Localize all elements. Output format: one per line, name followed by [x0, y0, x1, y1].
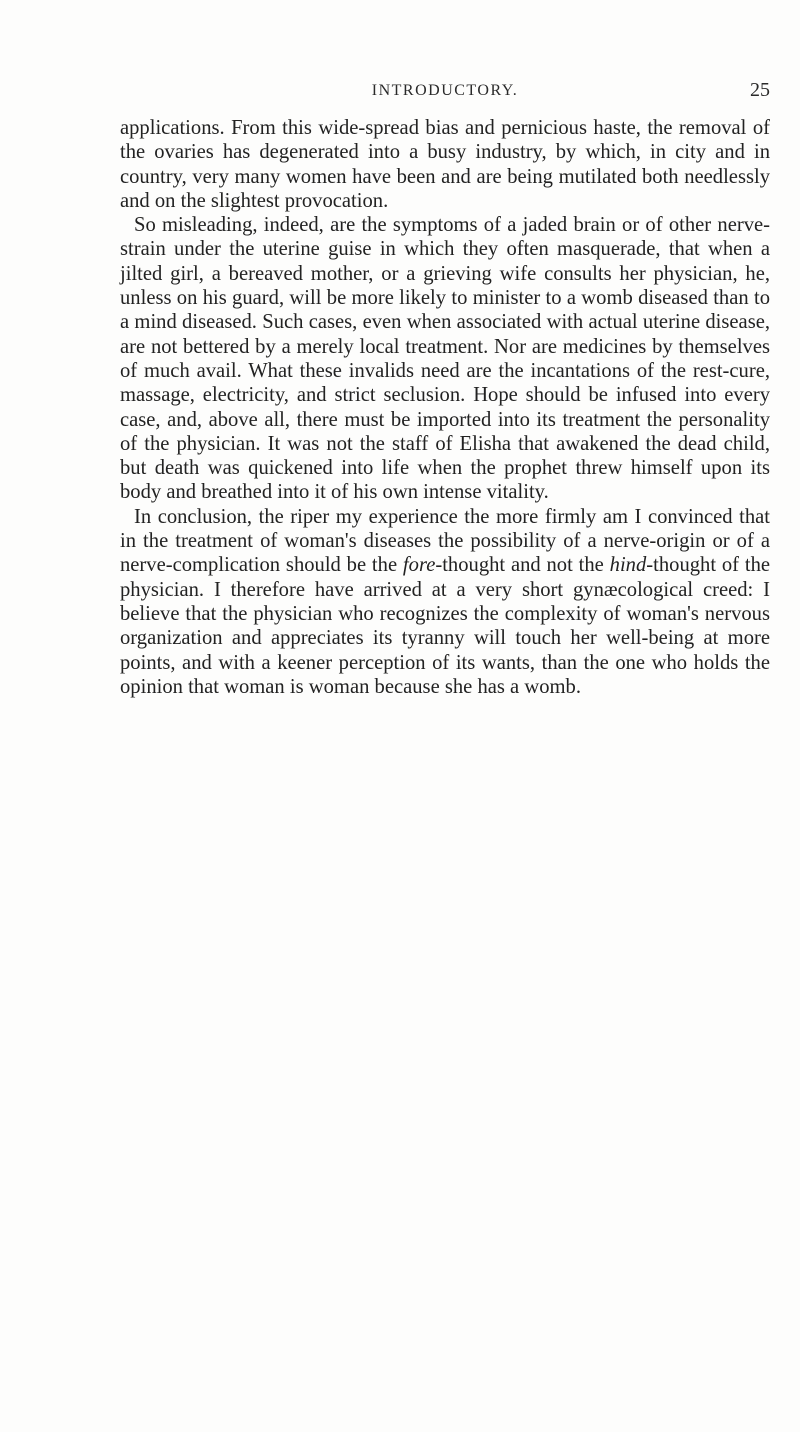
paragraph-1: applications. From this wide-spread bias and pernicious haste, the removal of the ovaries has degenerated into a busy industry, by which, in city and in country, very many women have been and are being mutilated both needlessly and on the slightest provocation. — [120, 117, 770, 212]
page-number: 25 — [750, 79, 770, 101]
running-head — [120, 79, 770, 108]
paragraph-3-text-a: In conclusion, the riper my experience the more firmly am I convinced that in the treatment of woman's diseases the possibility of a nerve-origin or of a nerve-complication should be the — [120, 505, 770, 577]
body-text — [120, 116, 770, 699]
paragraph-3-text-b: -thought and not the — [435, 554, 610, 577]
paragraph-2: So misleading, indeed, are the symptoms of a jaded brain or of other nerve-strain under the uterine guise in which they often masquerade, that when a jilted girl, a bereaved mother, or a grieving wife consults her physician, he, unless on his guard, will be more likely to minister to a womb diseased than to a mind diseased. Such cases, even when associated with actual uterine disease, are not bettered by a merely local treatment. Nor are medicines by themselves of much avail. What these invalids need are the incantations of the rest-cure, massage, electricity, and strict seclusion. Hope should be infused into every case, and, above all, there must be imported into its treatment the personality of the physician. It was not the staff of Elisha that awakened the dead child, but death was quickened into life when the prophet threw himself upon its body and breathed into it of his own intense vitality. — [120, 214, 770, 504]
italic-word-fore: fore — [402, 554, 436, 577]
italic-word-hind: hind — [609, 554, 647, 577]
paragraph-3 — [120, 505, 770, 699]
running-title: INTRODUCTORY. — [371, 82, 519, 99]
paragraph-3-text-c: -thought of the physician. I therefore have arrived at a very short gynæcological creed: I believe that the physician who recognizes the complexity of woman's nervous organization and appreciates its tyranny will touch her well-being at more points, and with a keener perception of its wants, than the one who holds the opinion that woman is woman because she has a womb. — [120, 554, 771, 698]
